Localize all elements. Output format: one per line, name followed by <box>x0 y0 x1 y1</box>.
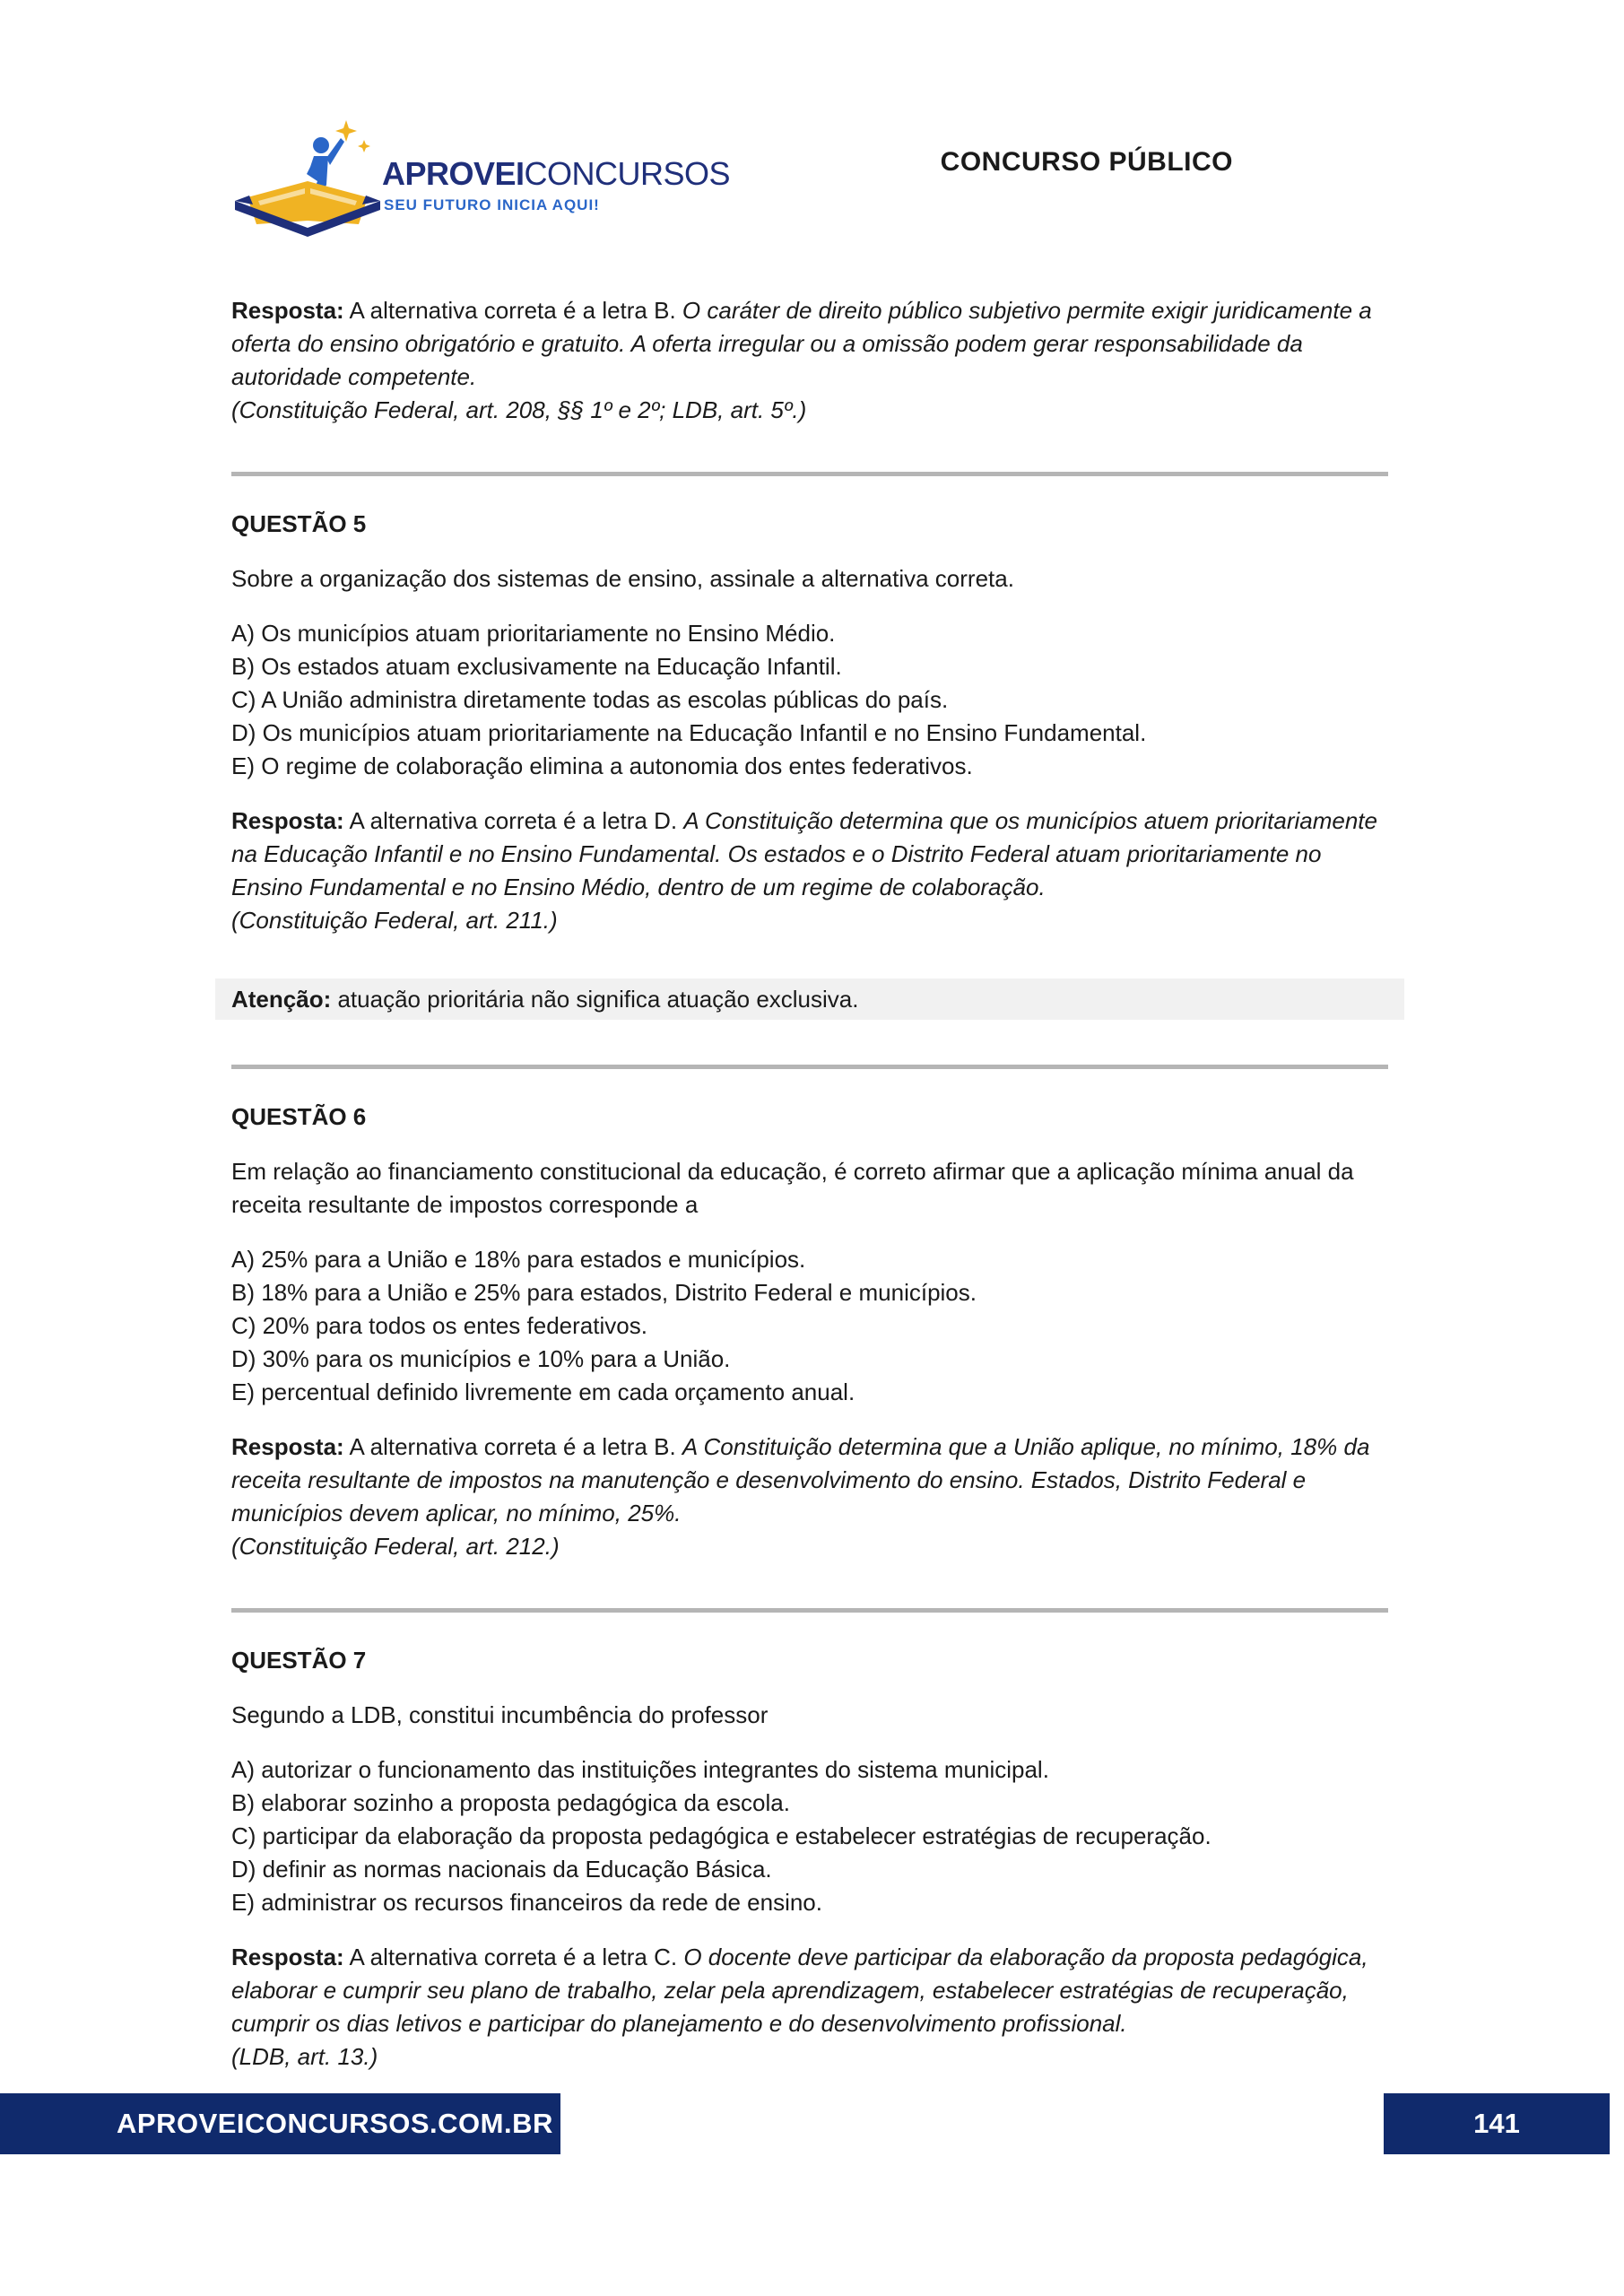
question-5 <box>231 508 1388 1020</box>
option-list <box>231 1243 1388 1409</box>
option-b: B) 18% para a União e 25% para estados, Distrito Federal e municípios. <box>231 1279 977 1306</box>
option-c: C) participar da elaboração da proposta pedagógica e estabelecer estratégias de recuperação. <box>231 1822 1211 1849</box>
answer-label: Resposta: <box>231 297 344 324</box>
logo-wordmark: APROVEICONCURSOS <box>382 155 731 192</box>
question-title: QUESTÃO 5 <box>231 510 367 537</box>
question-stem: Sobre a organização dos sistemas de ensino, assinale a alternativa correta. <box>231 565 1014 592</box>
answer-reference: (Constituição Federal, art. 212.) <box>231 1533 560 1560</box>
page-header-title: CONCURSO PÚBLICO <box>940 147 1233 177</box>
option-list <box>231 1753 1388 1919</box>
option-d: D) definir as normas nacionais da Educação Básica. <box>231 1856 772 1883</box>
answer-reference: (Constituição Federal, art. 208, §§ 1º e 2º; LDB, art. 5º.) <box>231 396 807 423</box>
option-b: B) elaborar sozinho a proposta pedagógica da escola. <box>231 1789 790 1816</box>
question-stem: Em relação ao financiamento constitucional da educação, é correto afirmar que a aplicação mínima anual da receita resultante de impostos corresponde a <box>231 1158 1354 1218</box>
answer-explanation: A Constituição determina que a União aplique, no mínimo, 18% da receita resultante de impostos na manutenção e desenvolvimento do ensino. Estados, Distrito Federal e municípios devem aplicar, no mínimo, 25%. <box>231 1433 1370 1526</box>
option-e: E) administrar os recursos financeiros da rede de ensino. <box>231 1889 822 1916</box>
section-divider <box>231 1065 1388 1069</box>
answer-label: Resposta: <box>231 807 344 834</box>
question-stem: Segundo a LDB, constitui incumbência do professor <box>231 1701 769 1728</box>
page-content <box>231 294 1388 2074</box>
option-a: A) Os municípios atuam prioritariamente no Ensino Médio. <box>231 620 836 647</box>
attention-note <box>215 978 1404 1020</box>
question-7 <box>231 1644 1388 2074</box>
answer-text: A alternativa correta é a letra D. <box>343 807 684 834</box>
answer-explanation: O docente deve participar da elaboração da proposta pedagógica, elaborar e cumprir seu plano de trabalho, zelar pela aprendizagem, estabelecer estratégias de recuperação, cumprir os dias letivos e participar do planejamento e do desenvolvimento profissional. <box>231 1944 1368 2037</box>
question-answer <box>231 804 1388 937</box>
option-e: E) percentual definido livremente em cada orçamento anual. <box>231 1378 855 1405</box>
option-d: D) Os municípios atuam prioritariamente na Educação Infantil e no Ensino Fundamental. <box>231 719 1147 746</box>
brand-logo <box>231 115 731 240</box>
option-e: E) O regime de colaboração elimina a autonomia dos entes federativos. <box>231 752 973 779</box>
option-b: B) Os estados atuam exclusivamente na Educação Infantil. <box>231 653 842 680</box>
option-list <box>231 617 1388 783</box>
open-book-icon <box>231 115 384 240</box>
answer-text: A alternativa correta é a letra B. <box>343 297 682 324</box>
question-6 <box>231 1100 1388 1563</box>
answer-reference: (LDB, art. 13.) <box>231 2043 378 2070</box>
answer-reference: (Constituição Federal, art. 211.) <box>231 907 558 934</box>
answer-explanation: A Constituição determina que os municípios atuem prioritariamente na Educação Infantil e no Ensino Fundamental. Os estados e o Distrito Federal atuam prioritariamente no Ensino Fundamental e no Ensino Médio, dentro de um regime de colaboração. <box>231 807 1377 900</box>
option-a: A) 25% para a União e 18% para estados e municípios. <box>231 1246 806 1273</box>
attention-text: atuação prioritária não significa atuação exclusiva. <box>331 986 859 1013</box>
answer-text: A alternativa correta é a letra B. <box>343 1433 682 1460</box>
option-c: C) A União administra diretamente todas as escolas públicas do país. <box>231 686 949 713</box>
option-d: D) 30% para os municípios e 10% para a União. <box>231 1345 731 1372</box>
answer-text: A alternativa correta é a letra C. <box>343 1944 684 1970</box>
page-number: 141 <box>1384 2093 1610 2154</box>
question-title: QUESTÃO 6 <box>231 1103 367 1130</box>
option-a: A) autorizar o funcionamento das instituições integrantes do sistema municipal. <box>231 1756 1049 1783</box>
section-divider <box>231 472 1388 476</box>
answer-explanation: O caráter de direito público subjetivo permite exigir juridicamente a oferta do ensino obrigatório e gratuito. A oferta irregular ou a omissão podem gerar responsabilidade da autoridade competente. <box>231 297 1372 390</box>
section-divider <box>231 1608 1388 1613</box>
question-title: QUESTÃO 7 <box>231 1647 367 1674</box>
q4-answer <box>231 294 1388 427</box>
question-answer <box>231 1431 1388 1563</box>
footer-site-link[interactable]: APROVEICONCURSOS.COM.BR <box>0 2093 560 2154</box>
option-c: C) 20% para todos os entes federativos. <box>231 1312 647 1339</box>
answer-label: Resposta: <box>231 1433 344 1460</box>
answer-label: Resposta: <box>231 1944 344 1970</box>
logo-tagline: SEU FUTURO INICIA AQUI! <box>384 196 600 213</box>
question-answer <box>231 1941 1388 2074</box>
attention-label: Atenção: <box>231 986 332 1013</box>
